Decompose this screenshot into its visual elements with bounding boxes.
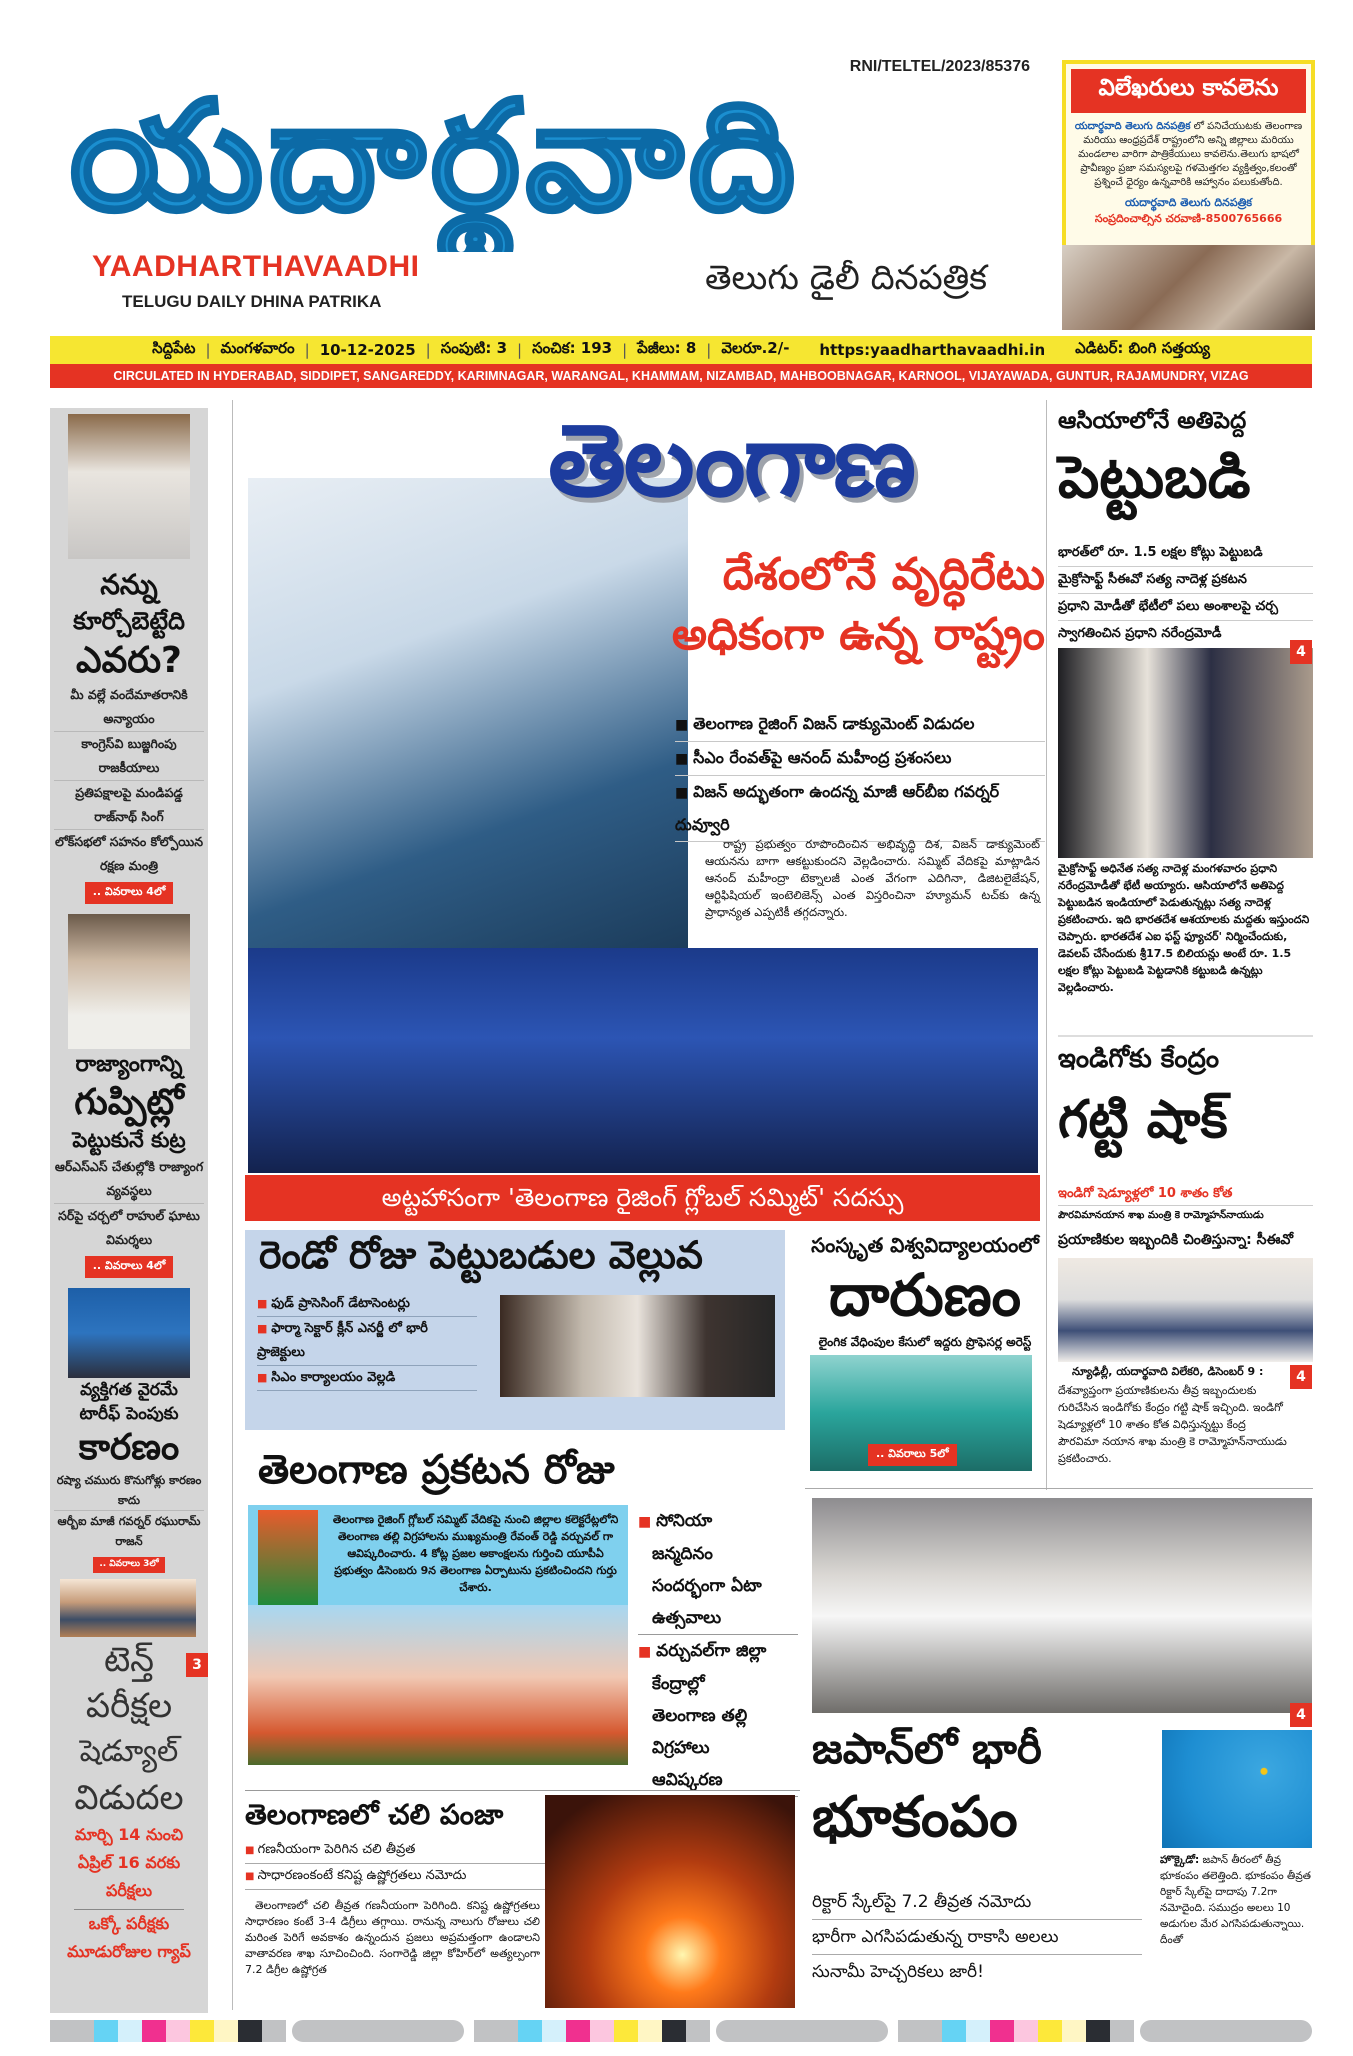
summit-photo (248, 948, 1038, 1173)
lead-title: తెలంగాణ (548, 402, 915, 519)
details-link[interactable]: .. వివరాలు 4లో (85, 1256, 174, 1278)
sub-headline: మైక్రోసాఫ్ట్ సీఈవో సత్య నాదెళ్ల ప్రకటన (1058, 567, 1313, 594)
bullet-line: ఉత్సవాలు (638, 1602, 798, 1635)
lead-bullet: ■ సీఎం రేంవత్‌పై ఆనంద్ మహీంద్ర ప్రశంసలు (675, 742, 1045, 776)
prakatana-photo (248, 1605, 628, 1765)
brand-tagline-telugu: తెలుగు డైలీ దినపత్రిక (705, 258, 987, 298)
circulation-bar: CIRCULATED IN HYDERABAD, SIDDIPET, SANGAREDDY, KARIMNAGAR, WARANGAL, KHAMMAM, NIZAMBAD, MAHBOOBNAGAR, KARNOOL, VIJAYAWADA, GUNTUR, RAJAMUNDRY, VIZAG (50, 364, 1312, 388)
sanskrit-sub: లైంగిక వేధింపుల కేసులో ఇద్దరు ప్రొఫెసర్ల అరెస్ట్ (818, 1335, 1032, 1349)
page-badge: 3 (186, 1653, 208, 1677)
color-registration-pill (292, 2020, 464, 2042)
weekday: మంగళవారం (220, 339, 295, 357)
lead-bullet: ■ విజన్ అద్భుతంగా ఉందన్న మాజీ ఆర్‌బీఐ గవర్నర్ దువ్వూరి (675, 776, 1045, 842)
brand-name-english: YAADHARTHAVAADHI (92, 250, 420, 283)
ad-photo-writing (1062, 245, 1315, 330)
lead-red-line: దేశంలోనే వృద్ధిరేటు (722, 549, 1045, 600)
ad-body (1066, 118, 1311, 192)
column-divider (232, 400, 233, 2010)
bullet-line: జన్మదినం (652, 1544, 713, 1564)
sub-headline: ప్రధాని మోడీతో భేటీలో పలు అంశాలపై చర్చ (1058, 594, 1313, 621)
details-link[interactable]: .. వివరాలు 5లో (868, 1444, 957, 1466)
column-divider (1046, 400, 1047, 1490)
ad-phone: సంప్రదించాల్సిన చరవాణి-8500765666 (1094, 212, 1283, 225)
prakatana-box (248, 1505, 628, 1605)
details-link[interactable]: .. వివరాలు 4లో (85, 882, 174, 904)
headline-line: టెన్త్ (103, 1640, 155, 1680)
details-link[interactable]: .. వివరాలు 3లో (93, 1557, 164, 1573)
headline-line: పరీక్షల (85, 1686, 173, 1726)
second-day-photo (500, 1295, 775, 1397)
color-registration-bar (50, 2020, 286, 2042)
lead-red-headline (575, 545, 1045, 665)
telangana-talli-statue (258, 1510, 318, 1605)
sub-headline: భారీగా ఎగసిపడుతున్న రాకాసి అలలు (812, 1920, 1142, 1955)
second-day-bullets (257, 1292, 477, 1391)
sub-headline: కాంగ్రెస్‌వి బుజ్జగింపు రాజకీయాలు (54, 732, 204, 781)
registration-number: RNI/TELTEL/2023/85376 (849, 58, 1030, 75)
sanskrit-headline: దారుణం (828, 1261, 1022, 1329)
lead-bullets (675, 708, 1045, 842)
cold-body: తెలంగాణలో చలి తీవ్రత గణనీయంగా పెరిగింది. కనిష్ట ఉష్ణోగ్రతలు సాధారణం కంటే 3-4 డిగ్రీలు తగ్గాయి. రానున్న నాలుగు రోజులు చలి మరింత పెరిగే అవకాశం ఉన్నందున ప్రజలు అప్రమత్తంగా ఉండాలని వాతావరణ శాఖ సూచించింది. సంగారెడ్డి జిల్లా కోహిర్‌లో అత్యల్పంగా 7.2 డిగ్రీల ఉష్ణోగ్రత (245, 1899, 540, 1976)
headline-line: కూర్చోబెట్టేది (73, 607, 185, 635)
bullet: ■ ఫుడ్ ప్రాసెసింగ్ డేటాసెంటర్లు (257, 1292, 477, 1317)
place: సిద్దిపేట (152, 339, 196, 357)
cold-headline: తెలంగాణలో చలి పంజా (245, 1798, 504, 1831)
divider (805, 1488, 1313, 1489)
photo-rajan (68, 1288, 190, 1378)
page-badge: 4 (1290, 1703, 1312, 1727)
photo-rajnath (68, 414, 190, 559)
sub-headline: సునామీ హెచ్చరికలు జారీ! (812, 1962, 984, 1982)
prakatana-body: తెలంగాణ రైజింగ్ గ్లోబల్ సమ్మిట్ వేదికపై నుంచి జిల్లాల కలెక్టరేట్లలోని తెలంగాణ తల్లి విగ్రహాలను ముఖ్యమంత్రి రేవంత్ రెడ్డి వర్చువల్ గా ఆవిష్కరించారు. 4 కోట్ల ప్రజల అకాంక్షలను గుర్తించి యూపీఏ ప్రభుత్వం డిసెంబరు 9న తెలంగాణ ఏర్పాటును ప్రకటించిందని గుర్తు చేశారు. (332, 1513, 619, 1594)
summit-banner: అట్టహాసంగా 'తెలంగాణ రైజింగ్ గ్లోబల్ సమ్మిట్' సదస్సు (245, 1175, 1040, 1221)
earthquake-map (1162, 1730, 1312, 1848)
bullet-line: కేంద్రాల్లో (652, 1674, 705, 1694)
japan-body (1160, 1852, 1315, 1948)
indigo-kicker: ఇండిగోకు కేంద్రం (1058, 1035, 1313, 1081)
invest-body: మైక్రోసాఫ్ట్ అధినేత సత్య నాదెళ్ల మంగళవారం ప్రధాని నరేంద్రమోడీతో భేటీ అయ్యారు. ఆసియాలోనే అతిపెద్ద పెట్టుబడిన ఇండియాలో పెడుతున్నట్లు సత్య నాదెళ్ల ప్రకటించారు. ఇది భారతదేశ ఆశయాలకు మద్దతు ఇస్తుందని చెప్పారు. భారతదేశ ఎఐ ఫస్ట్ ఫ్యూచర్' నిర్మించేందుకు, డెవలప్ చేసేందుకు శ్రీ17.5 బిలియన్లు అంటే రూ. 1.5 లక్షల కోట్లు పెట్టుబడి పెట్టడానికి కట్టుబడి ఉన్నట్లు వెల్లడించారు. (1058, 862, 1310, 994)
ad-brand: యదార్థవాది తెలుగు దినపత్రిక (1074, 121, 1191, 132)
story-rajan (50, 1288, 208, 1577)
volume: సంపుటి: 3 (440, 339, 508, 357)
sub-headline: రిక్టార్ స్కేల్‌పై 7.2 తీవ్రత నమోదు (812, 1885, 1142, 1920)
color-registration-pill (1140, 2020, 1312, 2042)
color-registration-bar (474, 2020, 710, 2042)
second-day-box (245, 1230, 785, 1430)
bullet-line: సందర్భంగా ఏటా (652, 1576, 762, 1596)
photo-exam-hall (60, 1579, 196, 1637)
japan-dateline: హొక్కైడో: (1160, 1854, 1200, 1866)
bullet: ■ ఫార్మా సెక్టార్ క్లీన్ ఎనర్జీ లో భారీ ప్రాజెక్టులు (257, 1317, 477, 1366)
left-column (50, 408, 208, 2013)
indigo-dateline: న్యూఢిల్లీ, యదార్థవాది విలేకరి, డిసెంబర్ 9 : (1072, 1365, 1264, 1378)
headline-line: టారీఫ్ పెంపుకు (79, 1404, 179, 1424)
story-tenth-exams (50, 1579, 208, 1966)
indigo-headline: గట్టి షాక్ (1058, 1090, 1228, 1150)
page-badge: 4 (1290, 1365, 1312, 1389)
indigo-body: దేశవ్యాప్తంగా ప్రయాణికులను తీవ్ర ఇబ్బందులకు గురిచేసిన ఇండిగోకు కేంద్రం గట్టి షాక్ ఇచ్చింది. ఇండిగో షెడ్యూళ్లలో 10 శాతం కోత విధిస్తున్నట్టు కేంద్ర పౌరవిమా నయాన శాఖ మంత్రి కె రామ్మోహన్‌నాయుడు ప్రకటించారు. (1058, 1384, 1287, 1465)
sub-headline: స్వాగతించిన ప్రధాని నరేంద్రమోడీ (1058, 626, 1222, 641)
price: వెలరూ.2/- (721, 339, 790, 357)
sub-headline: ప్రతిపక్షాలపై మండిపడ్డ రాజ్‌నాథ్ సింగ్ (54, 781, 204, 830)
sub-headline: రష్యా చమురు కొనుగోళ్లు కారణం కాదు (54, 1470, 204, 1511)
color-registration-bar (898, 2020, 1134, 2042)
indigo-sub: ప్రయాణికుల ఇబ్బందికి చింతిస్తున్నా: సీఈవో (1058, 1232, 1294, 1248)
sub-headline: సర్‌పై చర్చలో రాహుల్ ఘాటు విమర్శలు (58, 1208, 200, 1247)
bullet: ■ సాధారణంకంటే కనిష్ట ఉష్ణోగ్రతలు నమోదు (245, 1864, 545, 1890)
cold-bullets (245, 1838, 545, 1890)
prakatana-bullets (638, 1505, 798, 1797)
invest-headline: పెట్టుబడి (1058, 443, 1251, 511)
headline-line: వ్యక్తిగత వైరమే (80, 1380, 178, 1400)
photo-nadella-modi (1058, 648, 1313, 858)
invest-subs (1058, 540, 1313, 647)
page-count: పేజీలు: 8 (637, 339, 697, 357)
sub-headline: ఆర్బీఐ మాజీ గవర్నర్ రఘురామ్ రాజన్ (57, 1514, 201, 1548)
bullet: ■ సిఎం కార్యాలయం వెల్లడి (257, 1366, 477, 1391)
headline-line: పెట్టుకునే కుట్ర (72, 1128, 186, 1152)
indigo-red-sub: ఇండిగో షెడ్యూళ్లలో 10 శాతం కోత (1058, 1183, 1313, 1206)
divider (245, 1790, 800, 1791)
exam-dates: మార్చి 14 నుంచి ఏప్రిల్ 16 వరకు పరీక్షలు (74, 1821, 184, 1910)
headline-line: కారణం (78, 1427, 180, 1468)
page-badge: 4 (1290, 640, 1312, 664)
prakatana-headline: తెలంగాణ ప్రకటన రోజు (258, 1447, 615, 1493)
reporters-wanted-ad (1062, 60, 1315, 330)
bullet: ■ వర్చువల్‌గా జిల్లా (638, 1635, 798, 1668)
lead-body: రాష్ట్ర ప్రభుత్వం రూపొందించిన అభివృద్ధి దిశ, విజన్ డాక్యుమెంట్ ఆయనను బాగా ఆకట్టుకుందని వెల్లడించారు. సమ్మిట్ వేదికపై మాట్లాడిన ఆనంద్ మహీంద్రా టెక్నాలజీ ఎంత వేగంగా ఎదిగినా, డిజిటలైజేషన్, ఆర్టిఫిషియల్ ఇంటెలిజెన్స్ ఎంత విస్తరించినా హ్యూమన్ టచ్‌కు ఉన్న ప్రాధాన్యత ఎప్పటికీ తగ్గదన్నారు. (705, 837, 1040, 919)
headline-line: ఎవరు? (76, 640, 182, 681)
ad-signature: యదార్థవాది తెలుగు దినపత్రిక (1124, 196, 1253, 209)
headline-line: షెడ్యూల్ (79, 1734, 179, 1769)
masthead-logo: యదార్థవాది (70, 70, 801, 244)
story-rajnath (50, 414, 208, 908)
sub-headline: భారత్‌లో రూ. 1.5 లక్షల కోట్లు పెట్టుబడి (1058, 540, 1313, 567)
sub-headline: మీ వల్లే వందేమాతరానికి అన్యాయం (54, 683, 204, 732)
invest-kicker: ఆసియాలోనే అతిపెద్ద (1058, 408, 1247, 434)
japan-subs (812, 1885, 1142, 1989)
lead-bullet: ■ తెలంగాణ రైజింగ్ విజన్ డాక్యుమెంట్ విడుదల (675, 708, 1045, 742)
photo-indigo-meeting (1058, 1258, 1313, 1362)
photo-japan-damage (812, 1498, 1312, 1713)
exam-gap: ఒక్కో పరీక్షకు మూడురోజుల గ్యాప్ (67, 1914, 191, 1961)
second-day-headline: రెండో రోజు పెట్టుబడుల వెల్లువ (259, 1233, 703, 1277)
headline-line: గుప్పిట్లో (74, 1082, 184, 1123)
headline-line: విడుదల (74, 1778, 184, 1818)
photo-rahul (68, 914, 190, 1049)
brand-subtitle: TELUGU DAILY DHINA PATRIKA (122, 292, 382, 311)
color-registration-pill (716, 2020, 888, 2042)
japan-headline: భూకంపం (812, 1785, 1018, 1850)
sanskrit-kicker: సంస్కృత విశ్వవిద్యాలయంలో (811, 1233, 1039, 1257)
ad-title: విలేఖరులు కావలెను (1071, 69, 1306, 113)
headline-line: నన్ను (100, 568, 158, 601)
bonfire-photo (545, 1795, 795, 2008)
sub-headline: లోక్‌సభలో సహనం కోల్పోయిన రక్షణ మంత్రి (54, 834, 203, 873)
issue-date: 10-12-2025 (319, 341, 416, 359)
japan-body-text: జపాన్ తీరంలో తీవ్ర భూకంపం తలెత్తింది. భూకంపం తీవ్రత రిక్టార్ స్కేల్‌పై దాదాపు 7.2గా నమోదైంది. సముద్రం అలలు 10 అడుగుల మేర ఎగసిపడుతున్నాయి. దీంతో (1160, 1854, 1311, 1946)
bullet-line: ఆవిష్కరణ (638, 1764, 798, 1797)
issue-number: సంచిక: 193 (532, 339, 613, 357)
issue-info-bar: సిద్దిపేట | మంగళవారం | 10-12-2025 | సంపుటి: 3 | సంచిక: 193 | పేజీలు: 8 | వెలరూ.2/- https:yaadharthavaadhi.in ఎడిటర్: బింగి సత్తయ్య (50, 336, 1312, 364)
editor: ఎడిటర్: బింగి సత్తయ్య (1075, 339, 1210, 357)
indigo-sub: పౌరవిమానయాన శాఖ మంత్రి కె రామ్మోహన్‌నాయుడు (1058, 1210, 1264, 1221)
bullet: ■ గణనీయంగా పెరిగిన చలి తీవ్రత (245, 1838, 545, 1864)
bullet-line: తెలంగాణ తల్లి (652, 1706, 748, 1726)
headline-line: రాజ్యాంగాన్ని (75, 1052, 183, 1077)
sub-headline: ఆర్ఎస్ఎస్ చేతుల్లోకి రాజ్యాంగ వ్యవస్థలు (54, 1155, 204, 1204)
website-link[interactable]: https:yaadharthavaadhi.in (819, 341, 1046, 359)
story-rahul (50, 914, 208, 1282)
ad-text: లో పనిచేయుటకు తెలంగాణ మరియు ఆంధ్రప్రదేశ్ రాష్ట్రంలోని అన్ని జిల్లాలు మరియు మండలాల వారిగా పాత్రికేయులు కావలెను.తెలుగు భాషలో ప్రావీణ్యం ప్రజా సమస్యలపై గళమెత్తగల వ్యక్తిత్వం,కలంతో ప్రశ్నించే ధైర్యం ఉన్నవారికి ఆహ్వానం పలుకుతోంది. (1078, 121, 1303, 188)
bullet-line: విగ్రహాలు (652, 1738, 710, 1758)
bullet: ■ సోనియా (638, 1505, 798, 1538)
japan-headline: జపాన్‌లో భారీ (812, 1724, 1042, 1773)
lead-red-line: అధికంగా ఉన్న రాష్ట్రం (671, 609, 1045, 660)
